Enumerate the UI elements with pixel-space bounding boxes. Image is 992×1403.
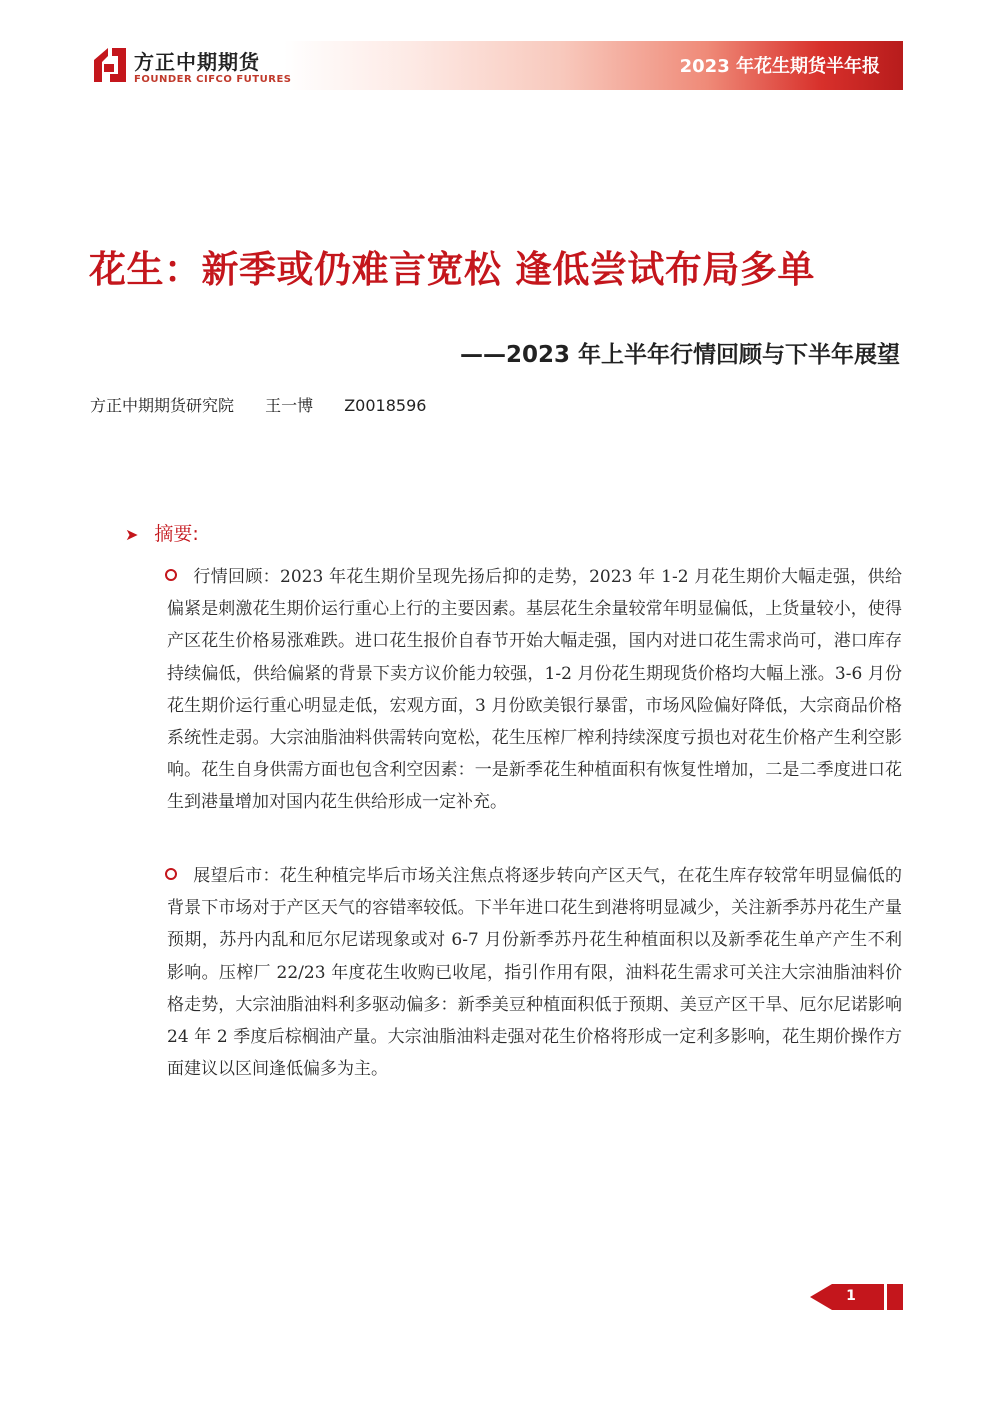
summary-paragraph-outlook — [167, 860, 902, 1085]
logo-english-name: FOUNDER CIFCO FUTURES — [134, 74, 292, 85]
summary-heading-label: 摘要: — [154, 523, 199, 545]
circle-bullet-icon — [165, 868, 177, 880]
summary-paragraph-text: 行情回顾：2023 年花生期价呈现先扬后抑的走势，2023 年 1-2 月花生期价大幅走强，供给偏紧是刺激花生期价运行重心上行的主要因素。基层花生余量较常年明显偏低，上货量较小，使得产区花生价格易涨难跌。进口花生报价自春节开始大幅走强，国内对进口花生需求尚可，港口库存持续偏低，供给偏紧的背景下卖方议价能力较强，1-2 月份花生期现货价格均大幅上涨。3-6 月份花生期价运行重心明显走低，宏观方面，3 月份欧美银行暴雷，市场风险偏好降低，大宗商品价格系统性走弱。大宗油脂油料供需转向宽松，花生压榨厂榨利持续深度亏损也对花生价格产生利空影响。花生自身供需方面也包含利空因素：一是新季花生种植面积有恢复性增加，二是二季度进口花生到港量增加对国内花生供给形成一定补充。 — [167, 567, 902, 813]
page-number: 1 — [846, 1288, 856, 1304]
page-title: 花生：新季或仍难言宽松 逢低尝试布局多单 — [89, 248, 815, 291]
author-name: 王一博 — [265, 396, 314, 415]
author-institute: 方正中期期货研究院 — [90, 396, 235, 415]
page-subtitle: ——2023 年上半年行情回顾与下半年展望 — [459, 342, 900, 368]
report-label: 2023 年花生期货半年报 — [679, 56, 880, 77]
summary-heading — [125, 519, 199, 546]
summary-paragraph-text: 展望后市：花生种植完毕后市场关注焦点将逐步转向产区天气，在花生库存较常年明显偏低的背景下市场对于产区天气的容错率较低。下半年进口花生到港将明显减少，关注新季苏丹花生产量预期，苏丹内乱和厄尔尼诺现象或对 6-7 月份新季苏丹花生种植面积以及新季花生单产产生不利影响。压榨厂 22/23 年度花生收购已收尾，指引作用有限，油料花生需求可关注大宗油脂油料价格走势，大宗油脂油料利多驱动偏多：新季美豆种植面积低于预期、美豆产区干旱、厄尔尼诺影响 24 年 2 季度后棕榈油产量。大宗油脂油料走强对花生价格将形成一定利多影响，花生期价操作方面建议以区间逢低偏多为主。 — [167, 866, 902, 1080]
arrow-bullet-icon: ➤ — [125, 525, 139, 544]
circle-bullet-icon — [165, 569, 177, 581]
summary-paragraph-review — [167, 561, 902, 819]
page-number-bar — [887, 1284, 903, 1310]
company-logo — [90, 46, 290, 88]
logo-chinese-name: 方正中期期货 — [134, 50, 260, 74]
author-license: Z0018596 — [344, 396, 427, 415]
author-line — [90, 393, 452, 416]
logo-mark-icon — [90, 46, 130, 86]
